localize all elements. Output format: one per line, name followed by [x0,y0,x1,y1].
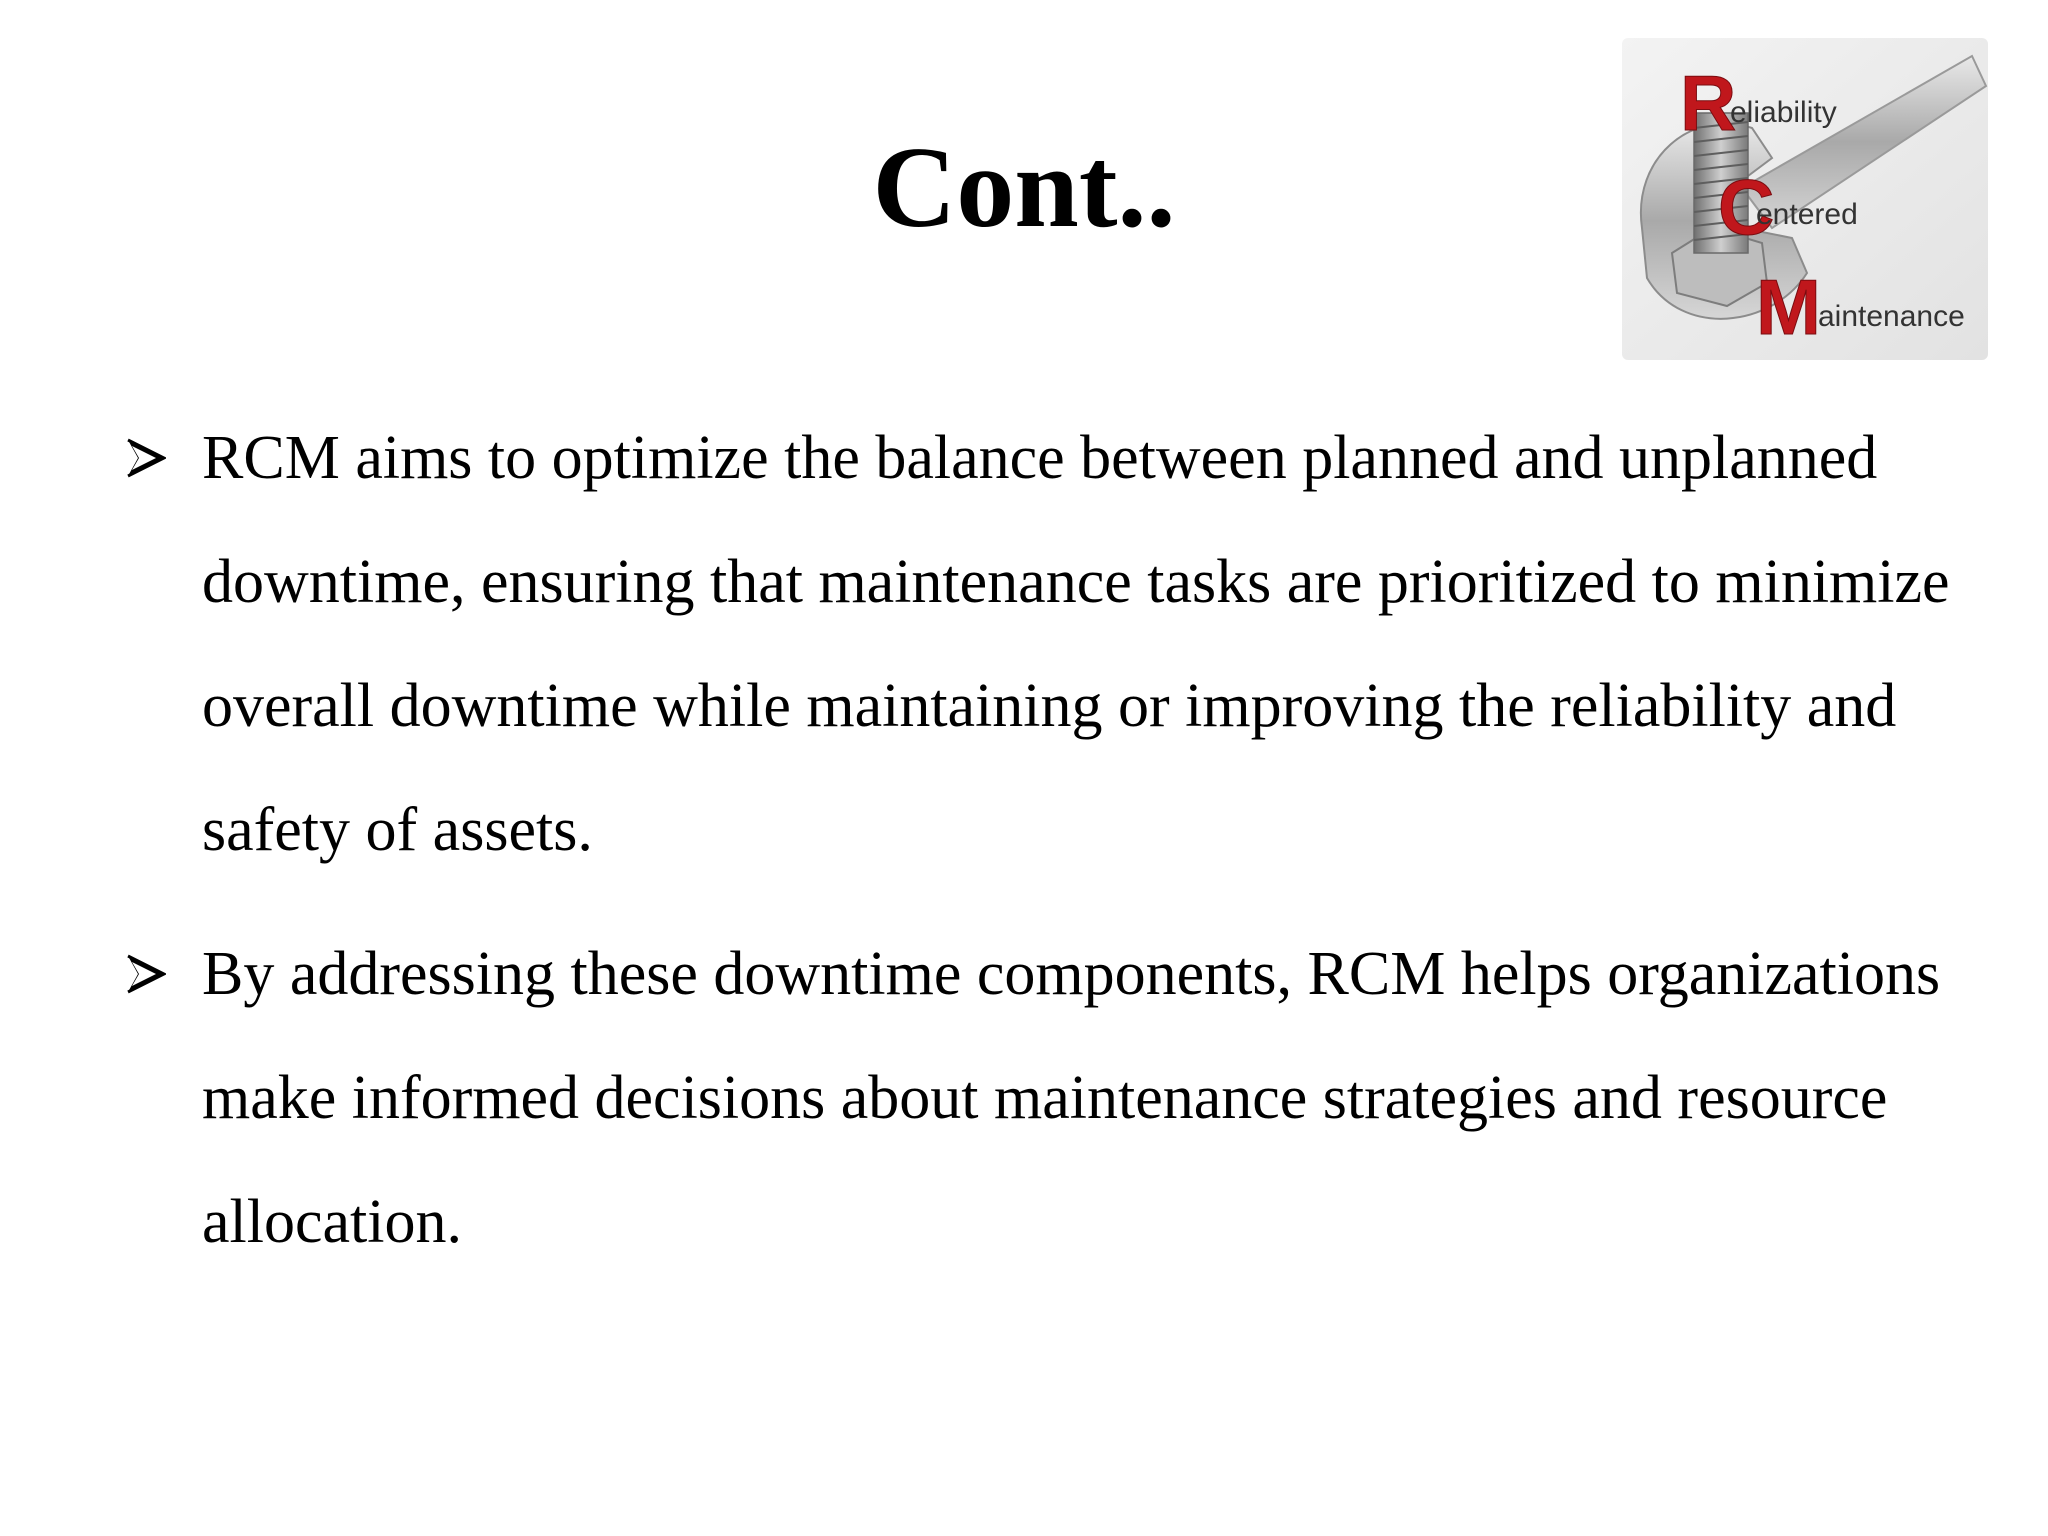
rcm-logo [1622,38,1988,360]
arrowhead-bullet-icon [126,438,166,478]
bullet-text: RCM aims to optimize the balance between planned and unplanned downtime, ensuring that maintenance tasks are prioritized to minimize overall downtime while maintaining or improving the reliability and safety of assets. [202,424,1950,864]
arrowhead-bullet-icon [126,954,166,994]
slide-title: Cont.. [872,124,1176,252]
logo-letter-r: R [1680,59,1737,147]
logo-word-reliability: eliability [1730,96,1837,129]
bullet-item [126,396,1966,892]
bullet-text: By addressing these downtime components, RCM helps organizations make informed decisions about maintenance strategies and resource allocation. [202,940,1941,1256]
bullet-list [126,396,1966,1304]
bullet-item [126,912,1966,1284]
wrench-bolt-icon [1622,38,1988,360]
logo-letter-m: M [1756,263,1821,351]
logo-letter-c: C [1718,163,1775,251]
logo-word-centered: entered [1756,198,1858,231]
logo-word-maintenance: aintenance [1818,300,1965,333]
